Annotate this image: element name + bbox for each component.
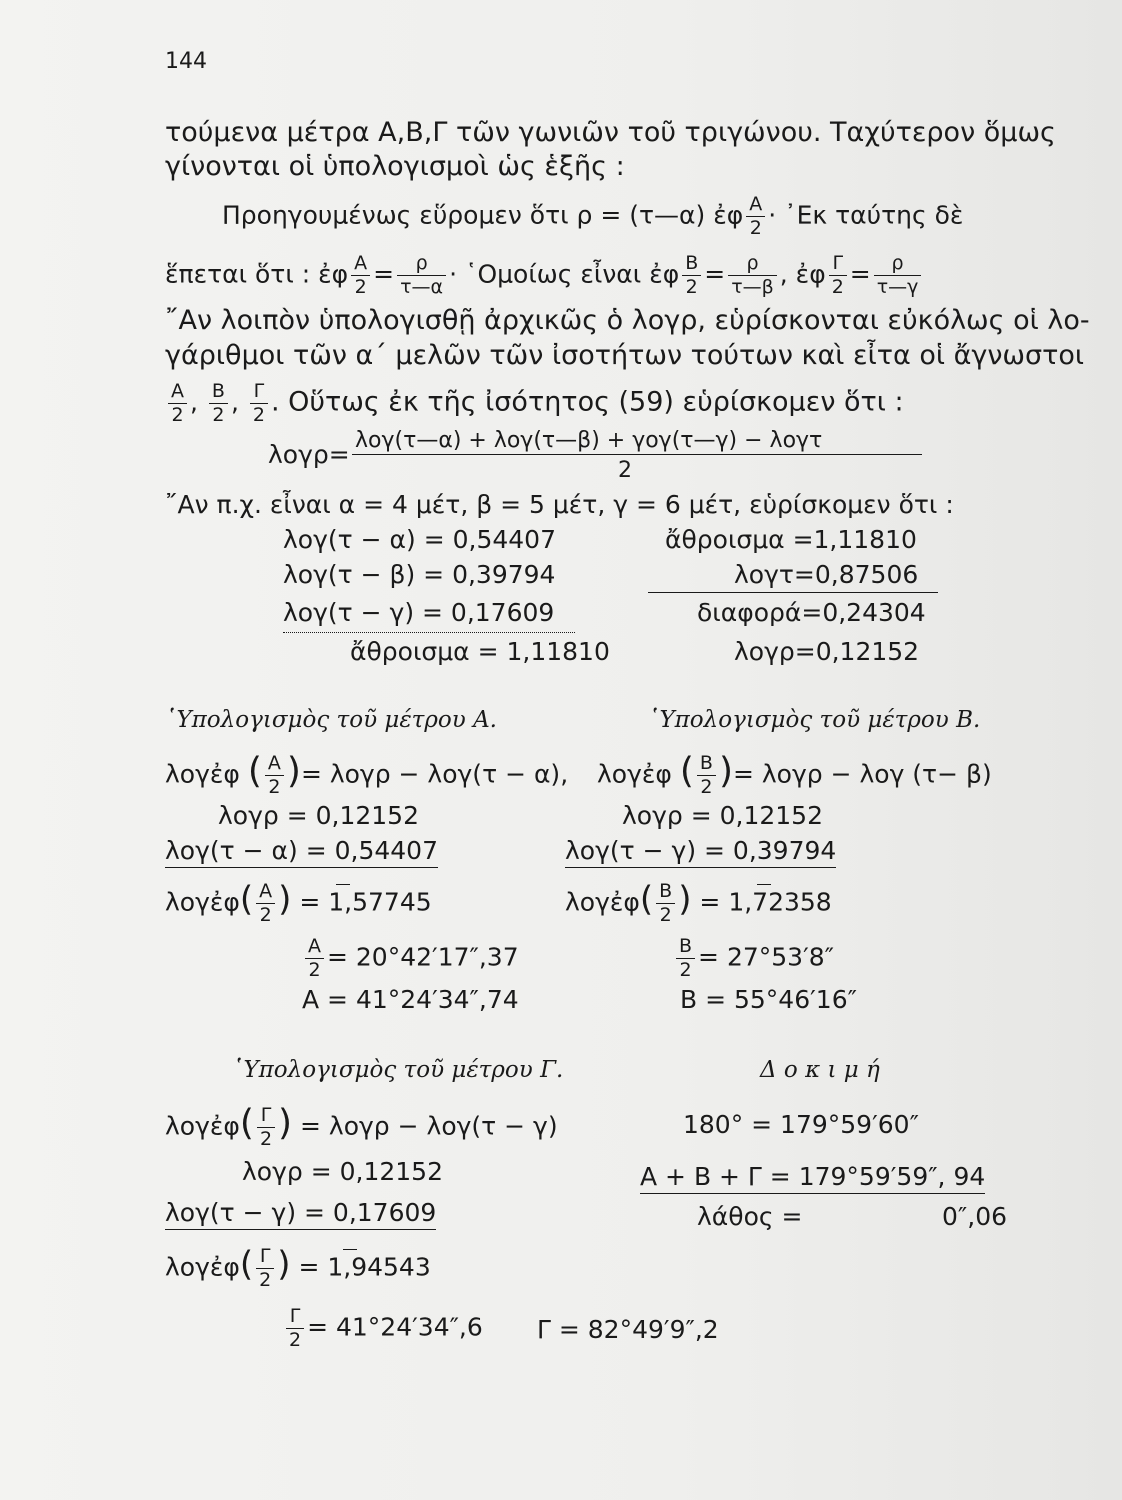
calc-G-row-5: Γ = 82°49′9″,2 xyxy=(537,1315,719,1344)
page-number: 144 xyxy=(165,49,207,74)
numerator: Α xyxy=(351,254,370,276)
paren: ) xyxy=(286,750,301,792)
fraction-bar xyxy=(352,454,922,455)
formula-logr-denominator: 2 xyxy=(618,458,632,483)
text-line-4 xyxy=(165,254,924,297)
paren: ) xyxy=(278,1102,293,1144)
numerator: Γ xyxy=(256,1247,274,1269)
text-fragment: . Οὕτως ἐκ τῆς ἰσότητος (59) εὑρίσκομεν ὅτι : xyxy=(270,386,904,418)
difference-rule xyxy=(648,592,938,593)
table-left-row-3: λογ(τ − γ) = 0,17609 xyxy=(283,598,555,627)
heading-calc-G: ῾Υπολογισμὸς τοῦ μέτρου Γ. xyxy=(232,1057,564,1083)
denominator: 2 xyxy=(259,1128,273,1150)
heading-calc-B: ῾Υπολογισμὸς τοῦ μέτρου Β. xyxy=(648,707,981,733)
equals-sign: = xyxy=(849,259,871,289)
fraction-B-2 xyxy=(209,382,228,425)
numerator: Β xyxy=(209,382,228,404)
paren: ( xyxy=(679,750,694,792)
numerator: Γ xyxy=(829,254,847,276)
denominator: 2 xyxy=(685,276,698,298)
calc-B-row-5: Β = 55°46′16″ xyxy=(680,985,857,1014)
paren: ) xyxy=(678,879,692,920)
check-row-1: 180° = 179°59′60″ xyxy=(683,1110,919,1139)
denominator: 2 xyxy=(308,959,321,981)
numerator: Γ xyxy=(250,382,268,404)
characteristic-bar xyxy=(757,884,771,885)
text-line-6: γάριθμοι τῶν α΄ μελῶν τῶν ἰσοτήτων τούτων καὶ εἶτα οἱ ἄγνωστοι xyxy=(165,340,1085,371)
formula-logr-lhs: λογρ= xyxy=(268,440,350,469)
paren: ( xyxy=(239,879,254,920)
angle-value: = 41°24′34″,6 xyxy=(307,1312,483,1342)
numerator: Β xyxy=(656,882,675,904)
angle-value: = 20°42′17″,37 xyxy=(327,942,519,972)
denominator: 2 xyxy=(679,959,692,981)
result-value: = 1,72358 xyxy=(699,887,832,917)
angle-value: = 27°53′8″ xyxy=(698,942,834,972)
underlined-value: λογ(τ − γ) = 0,39794 xyxy=(565,836,836,868)
numerator: Β xyxy=(697,754,716,776)
fraction-rho-tg xyxy=(874,254,922,297)
denominator: 2 xyxy=(171,404,184,426)
fraction-A-2 xyxy=(168,382,187,425)
text-line-1: τούμενα μέτρα Α,Β,Γ τῶν γωνιῶν τοῦ τριγώνου. Ταχύτερον ὅμως xyxy=(165,117,1056,148)
underlined-value: λογ(τ − γ) = 0,17609 xyxy=(165,1198,436,1230)
numerator: Α xyxy=(256,882,275,904)
paren: ( xyxy=(239,1244,254,1285)
calc-B-row-2 xyxy=(565,836,836,866)
denominator: 2 xyxy=(659,904,672,926)
characteristic-bar xyxy=(336,884,350,885)
check-row-3-value: 0″,06 xyxy=(942,1202,1008,1231)
denominator: 2 xyxy=(212,404,225,426)
paren: ) xyxy=(718,750,733,792)
denominator: 2 xyxy=(268,776,281,798)
fraction-B-2 xyxy=(656,882,675,925)
check-row-2 xyxy=(640,1162,985,1192)
fraction-B-2 xyxy=(697,754,716,797)
check-row-3-label: λάθος = xyxy=(697,1202,803,1231)
denominator: 2 xyxy=(252,404,265,426)
log-tan-label: λογἐφ xyxy=(165,887,240,917)
table-left-row-4: ἄθροισμα = 1,11810 xyxy=(350,637,610,666)
table-left-row-2: λογ(τ − β) = 0,39794 xyxy=(283,560,556,589)
denominator: 2 xyxy=(259,1269,272,1291)
numerator: Α xyxy=(746,195,765,217)
numerator: Α xyxy=(168,382,187,404)
denominator: 2 xyxy=(831,276,844,298)
calc-G-row-4 xyxy=(283,1307,483,1350)
denominator: τ—α xyxy=(400,276,444,298)
fraction-A-2 xyxy=(746,195,765,238)
paren: ( xyxy=(639,879,654,920)
text-line-7 xyxy=(165,382,904,425)
comma: , xyxy=(190,387,198,417)
fraction-A-2 xyxy=(351,254,370,297)
text-line-5: ῎Αν λοιπὸν ὑπολογισθῇ ἀρχικῶς ὁ λογρ, εὑρίσκονται εὐκόλως οἱ λο- xyxy=(165,305,1090,336)
fraction-B-2 xyxy=(682,254,701,297)
calc-B-row-3 xyxy=(565,879,832,926)
log-tan-label: λογἐφ xyxy=(165,1111,240,1141)
heading-calc-A: ῾Υπολογισμὸς τοῦ μέτρου Α. xyxy=(165,707,497,733)
fraction-rho-ta xyxy=(397,254,446,297)
log-tan-label: λογἐφ xyxy=(565,887,640,917)
equals-sign: = xyxy=(373,259,395,289)
denominator: 2 xyxy=(749,217,762,239)
numerator: Α xyxy=(265,754,284,776)
fraction-A-2 xyxy=(265,754,284,797)
fraction-A-2 xyxy=(305,937,324,980)
text-fragment: · ῾Ομοίως εἶναι ἐφ xyxy=(449,259,680,289)
result-value: = 1,94543 xyxy=(298,1252,431,1282)
numerator: ρ xyxy=(397,254,446,276)
equals-sign: = xyxy=(704,259,726,289)
denominator: 2 xyxy=(700,776,713,798)
fraction-rho-tb xyxy=(728,254,777,297)
fraction-G-2 xyxy=(250,382,268,425)
text-line-8: ῎Αν π.χ. εἶναι α = 4 μέτ, β = 5 μέτ, γ = 6 μέτ, εὑρίσκομεν ὅτι : xyxy=(165,490,954,519)
paren: ( xyxy=(247,750,262,792)
calc-G-row-3 xyxy=(165,1244,431,1291)
underlined-value: Α + Β + Γ = 179°59′59″, 94 xyxy=(640,1162,985,1194)
equation-log-tan-B xyxy=(597,750,992,798)
text-line-2: γίνονται οἱ ὑπολογισμοὶ ὡς ἑξῆς : xyxy=(165,151,625,182)
calc-A-row-5: Α = 41°24′34″,74 xyxy=(302,985,519,1014)
equation-log-tan-G xyxy=(165,1102,558,1150)
calc-A-row-2 xyxy=(165,836,438,866)
text-fragment: = λογρ − λογ(τ − γ) xyxy=(300,1111,558,1141)
log-tan-label: λογἐφ xyxy=(165,759,240,789)
calc-B-row-4 xyxy=(673,937,834,980)
fraction-G-2 xyxy=(286,1307,304,1350)
heading-check: Δ ο κ ι μ ή xyxy=(760,1057,880,1083)
text-fragment: ἕπεται ὅτι : ἐφ xyxy=(165,259,349,289)
numerator: ρ xyxy=(874,254,922,276)
comma: , xyxy=(230,387,239,417)
fraction-G-2 xyxy=(257,1106,275,1149)
text-fragment: Προηγουμένως εὕρομεν ὅτι ρ = (τ—α) ἐφ xyxy=(222,200,744,230)
denominator: 2 xyxy=(259,904,272,926)
underlined-value: λογ(τ − α) = 0,54407 xyxy=(165,836,438,868)
numerator: Γ xyxy=(286,1307,304,1329)
denominator: 2 xyxy=(354,276,367,298)
text-fragment: , ἐφ xyxy=(779,259,826,289)
calc-A-row-1: λογρ = 0,12152 xyxy=(218,801,419,830)
table-right-row-4: λογρ=0,12152 xyxy=(734,637,920,666)
characteristic-bar xyxy=(343,1249,357,1250)
paren: ( xyxy=(239,1102,254,1144)
result-value: = 1,57745 xyxy=(299,887,432,917)
numerator: Β xyxy=(682,254,701,276)
calc-A-row-4 xyxy=(302,937,519,980)
paren: ) xyxy=(277,1244,291,1285)
fraction-G-2 xyxy=(256,1247,274,1290)
table-right-row-1: ἄθροισμα =1,11810 xyxy=(665,525,917,554)
calc-A-row-3 xyxy=(165,879,432,926)
log-tan-label: λογἐφ xyxy=(597,759,672,789)
numerator: Γ xyxy=(257,1106,275,1128)
table-right-row-2: λογτ=0,87506 xyxy=(734,560,919,589)
calc-G-row-2 xyxy=(165,1198,436,1228)
equation-log-tan-A xyxy=(165,750,569,798)
table-right-row-3: διαφορά=0,24304 xyxy=(697,598,926,627)
table-left-row-1: λογ(τ − α) = 0,54407 xyxy=(283,525,556,554)
fraction-B-2 xyxy=(676,937,695,980)
log-tan-label: λογἐφ xyxy=(165,1252,240,1282)
text-fragment: = λογρ − λογ (τ− β) xyxy=(732,759,992,789)
fraction-A-2 xyxy=(256,882,275,925)
calc-G-row-1: λογρ = 0,12152 xyxy=(242,1157,443,1186)
numerator: ρ xyxy=(728,254,777,276)
numerator: Β xyxy=(676,937,695,959)
fraction-G-2 xyxy=(829,254,847,297)
denominator: 2 xyxy=(289,1329,302,1351)
denominator: τ—γ xyxy=(876,276,919,298)
sum-rule xyxy=(283,632,575,633)
denominator: τ—β xyxy=(731,276,774,298)
calc-B-row-1: λογρ = 0,12152 xyxy=(622,801,823,830)
numerator: Α xyxy=(305,937,324,959)
paren: ) xyxy=(278,879,292,920)
formula-logr-numerator: λογ(τ—α) + λογ(τ—β) + γογ(τ—γ) − λογτ xyxy=(355,428,823,453)
text-line-3 xyxy=(222,195,963,238)
text-fragment: · ᾿Εκ ταύτης δὲ xyxy=(768,200,964,230)
text-fragment: = λογρ − λογ(τ − α), xyxy=(300,759,569,789)
